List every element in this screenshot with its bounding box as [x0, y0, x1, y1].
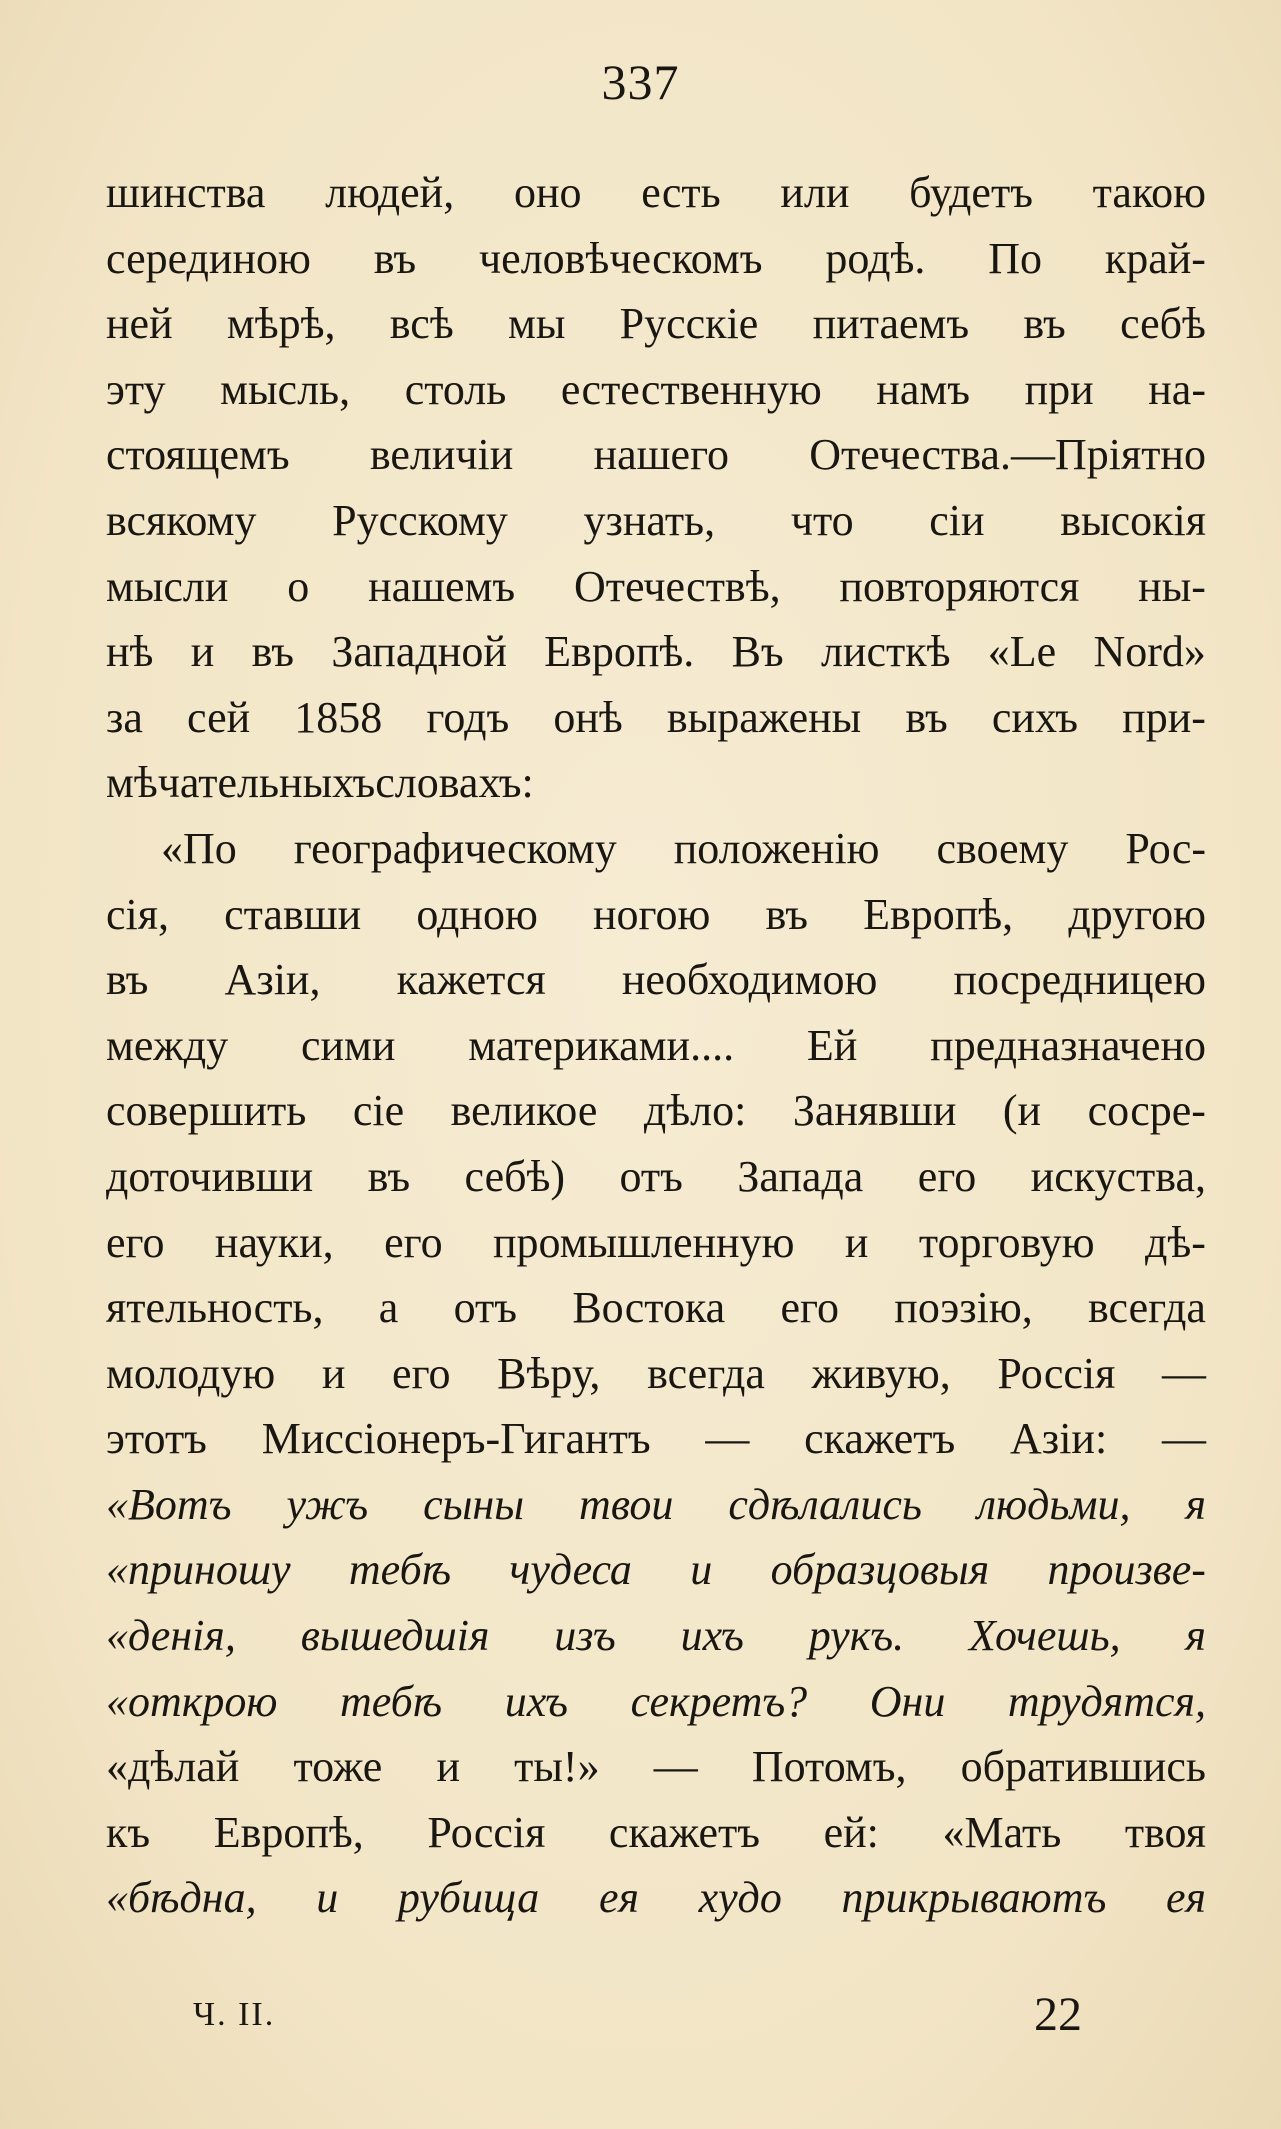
word: «По	[161, 823, 237, 873]
word: или	[780, 168, 850, 217]
word: секретъ?	[630, 1676, 808, 1726]
word: Европѣ,	[213, 1807, 364, 1857]
word: нѣ	[106, 627, 154, 677]
word: 1858	[294, 692, 383, 742]
page-number: 337	[601, 54, 680, 110]
word: и	[844, 1217, 869, 1267]
word: Европѣ.	[544, 627, 695, 677]
word: «приношу	[106, 1545, 291, 1595]
word: я	[1185, 1611, 1206, 1661]
word: поэзію,	[894, 1283, 1033, 1333]
word: годъ	[426, 692, 510, 742]
word: науки,	[214, 1217, 334, 1267]
sheet-number: 22	[1034, 1988, 1082, 2041]
word: тебѣ	[339, 1676, 443, 1726]
word: Хочешь,	[969, 1611, 1121, 1661]
text-line	[106, 1406, 1206, 1472]
word: (и	[1002, 1086, 1042, 1136]
word: всегда	[1088, 1283, 1206, 1333]
word: въ	[251, 627, 295, 677]
word: положенію	[673, 823, 880, 873]
word: всѣ	[389, 299, 454, 349]
text-line	[106, 1275, 1206, 1341]
word: сія,	[106, 889, 169, 939]
word: онѣ	[553, 692, 623, 742]
word: родѣ.	[825, 233, 926, 283]
word: человѣческомъ	[479, 233, 763, 283]
word: ты!»	[514, 1742, 600, 1792]
word: всякому	[106, 495, 257, 545]
word: дѣло:	[643, 1086, 747, 1136]
word: мысли	[106, 561, 229, 611]
word: мы	[507, 299, 566, 349]
word: Европѣ,	[863, 889, 1014, 939]
word: нашемъ	[368, 561, 516, 611]
word: промышленную	[493, 1217, 795, 1267]
word: мѣчательныхъ	[106, 758, 376, 808]
word: другою	[1068, 889, 1206, 939]
word: —	[705, 1414, 750, 1464]
word: образцовыя	[770, 1545, 990, 1595]
word: Въ	[731, 627, 784, 677]
word: а	[378, 1283, 399, 1333]
word: «Мать	[942, 1807, 1062, 1857]
word: въ	[367, 1151, 411, 1201]
word: и	[690, 1545, 713, 1595]
word: повторяются	[839, 561, 1080, 611]
word: намъ	[876, 364, 970, 414]
word: Рос-	[1125, 823, 1206, 873]
text-line	[106, 750, 1206, 816]
word: Востока	[572, 1283, 726, 1333]
word: одною	[416, 889, 538, 939]
text-line	[106, 1341, 1206, 1407]
word: чудеса	[509, 1545, 632, 1595]
word: величіи	[369, 430, 514, 480]
word: мѣрѣ,	[226, 299, 336, 349]
word: твои	[579, 1479, 674, 1529]
word: Миссіонеръ-Гигантъ	[261, 1414, 651, 1464]
text-line	[106, 1865, 1206, 1931]
word: Вѣру,	[497, 1348, 601, 1398]
word: Западной	[331, 627, 507, 677]
word: ужъ	[286, 1479, 369, 1529]
word: ней	[106, 299, 173, 349]
word: стоящемъ	[106, 430, 290, 480]
word: себѣ	[1120, 299, 1206, 349]
word: совершить	[106, 1086, 307, 1136]
word: По	[988, 233, 1042, 283]
text-line	[106, 1210, 1206, 1276]
word: ставши	[224, 889, 362, 939]
word: сыны	[423, 1479, 525, 1529]
text-line	[106, 1603, 1206, 1669]
word: людей,	[325, 168, 455, 217]
word: въ	[373, 233, 417, 283]
word: этотъ	[106, 1414, 207, 1464]
word: «дѣлай	[106, 1742, 240, 1792]
word: Nord»	[1093, 627, 1206, 677]
word: материками....	[468, 1020, 735, 1070]
word: его	[780, 1283, 839, 1333]
word: людьми,	[976, 1479, 1131, 1529]
word: «Le	[987, 627, 1057, 677]
word: ногою	[593, 889, 711, 939]
word: Они	[869, 1676, 946, 1726]
word: Азіи,	[224, 955, 321, 1005]
word: и	[321, 1348, 346, 1398]
word: «бѣдна,	[106, 1873, 257, 1923]
word: вышедшія	[300, 1611, 490, 1661]
word: ея	[598, 1873, 639, 1923]
word: скажетъ	[608, 1807, 761, 1857]
word: столь	[404, 364, 507, 414]
word: трудятся,	[1007, 1676, 1206, 1726]
signature-mark: Ч. II.	[193, 1996, 276, 2033]
word: кажется	[396, 955, 546, 1005]
word: тебѣ	[348, 1545, 452, 1595]
word: своему	[936, 823, 1069, 873]
word: великое	[450, 1086, 598, 1136]
word: искуства,	[1030, 1151, 1206, 1201]
word: его	[106, 1217, 165, 1267]
word: сими	[300, 1020, 396, 1070]
word: въ	[106, 955, 149, 1005]
word: Ей	[806, 1020, 858, 1070]
word: произве-	[1047, 1545, 1206, 1595]
word: за	[106, 692, 143, 742]
word: въ	[1023, 299, 1066, 349]
word: сіи	[929, 495, 985, 545]
word: отъ	[619, 1151, 683, 1201]
word: ятельность,	[106, 1283, 324, 1333]
word: Запада	[737, 1151, 864, 1201]
word: питаемъ	[812, 299, 970, 349]
word: всегда	[647, 1348, 765, 1398]
word: тоже	[293, 1742, 383, 1792]
word: нашего	[593, 430, 730, 480]
word: обратившись	[960, 1742, 1206, 1792]
word: дѣ-	[1145, 1217, 1206, 1267]
word: его	[392, 1348, 451, 1398]
word: себѣ)	[464, 1151, 566, 1201]
word: скажетъ	[804, 1414, 956, 1464]
text-line	[106, 291, 1206, 357]
word: въ	[765, 889, 808, 939]
word: Потомъ,	[751, 1742, 907, 1792]
text-line	[106, 947, 1206, 1013]
word: выражены	[666, 692, 862, 742]
word: о	[287, 561, 310, 611]
word: есть	[641, 168, 721, 217]
text-line	[106, 554, 1206, 620]
word: —	[1161, 1348, 1206, 1398]
word: сосре-	[1087, 1086, 1206, 1136]
text-line	[106, 882, 1206, 948]
word: географическому	[293, 823, 617, 873]
text-line	[106, 1734, 1206, 1800]
word: отъ	[453, 1283, 518, 1333]
word: сихъ	[991, 692, 1079, 742]
text-line	[106, 1472, 1206, 1538]
word: торговую	[918, 1217, 1095, 1267]
word: ихъ	[504, 1676, 568, 1726]
word: будетъ	[909, 168, 1033, 217]
word: къ	[106, 1807, 151, 1857]
word: и	[190, 627, 215, 677]
word: и	[316, 1873, 339, 1923]
word: посредницею	[953, 955, 1206, 1005]
word: прикрываютъ	[841, 1873, 1107, 1923]
text-line	[106, 226, 1206, 292]
word: сіе	[352, 1086, 405, 1136]
word: твоя	[1124, 1807, 1206, 1857]
word: оно	[513, 168, 582, 217]
word: «открою	[106, 1676, 278, 1726]
word: ея	[1165, 1873, 1206, 1923]
word: листкѣ	[820, 627, 951, 677]
text-line	[106, 619, 1206, 685]
word: ихъ	[680, 1611, 744, 1661]
word: Отечествѣ,	[573, 561, 781, 611]
word: шинства	[106, 168, 266, 217]
text-line	[106, 685, 1206, 751]
word: словахъ:	[375, 758, 534, 808]
word: узнать,	[583, 495, 716, 545]
text-line	[106, 1537, 1206, 1603]
text-line	[106, 488, 1206, 554]
word: эту	[106, 364, 166, 414]
word: и	[436, 1742, 461, 1792]
word: Отечества.—Пріятно	[809, 430, 1206, 480]
word: предназначено	[930, 1020, 1206, 1070]
word: молодую	[106, 1348, 276, 1398]
word: между	[106, 1020, 229, 1070]
word: «денія,	[106, 1611, 236, 1661]
word: при-	[1122, 692, 1206, 742]
word: Русскіе	[619, 299, 759, 349]
word: его	[917, 1151, 977, 1201]
word: —	[1161, 1414, 1206, 1464]
text-line	[106, 1800, 1206, 1866]
text-line	[106, 422, 1206, 488]
word: изъ	[554, 1611, 616, 1661]
word: Русскому	[332, 495, 508, 545]
word: сдѣлались	[728, 1479, 922, 1529]
text-line	[106, 357, 1206, 423]
word: естественную	[560, 364, 822, 414]
word: Россія	[997, 1348, 1116, 1398]
word: Россія	[427, 1807, 546, 1857]
word: необходимою	[621, 955, 878, 1005]
text-line	[106, 1144, 1206, 1210]
word: рукъ.	[808, 1611, 905, 1661]
word: серединою	[106, 233, 311, 283]
word: живую,	[811, 1348, 951, 1398]
word: ны-	[1138, 561, 1206, 611]
word: «Вотъ	[106, 1479, 232, 1529]
word: его	[384, 1217, 443, 1267]
body-text	[106, 160, 1206, 1931]
text-line	[106, 816, 1206, 882]
text-line	[106, 1078, 1206, 1144]
text-line	[106, 1013, 1206, 1079]
word: мысль,	[220, 364, 351, 414]
word: высокія	[1060, 495, 1206, 545]
word: Занявши	[792, 1086, 957, 1136]
text-line	[106, 1669, 1206, 1735]
word: что	[790, 495, 854, 545]
word: я	[1185, 1479, 1206, 1529]
word: въ	[905, 692, 948, 742]
text-line	[106, 160, 1206, 226]
word: доточивши	[106, 1151, 314, 1201]
word: —	[653, 1742, 698, 1792]
word: на-	[1148, 364, 1206, 414]
word: Азіи:	[1010, 1414, 1108, 1464]
word: сей	[187, 692, 251, 742]
word: при	[1024, 364, 1094, 414]
word: такою	[1092, 168, 1206, 217]
word: рубища	[397, 1873, 540, 1923]
word: край-	[1104, 233, 1206, 283]
word: худо	[698, 1873, 782, 1923]
word: ей:	[823, 1807, 879, 1857]
